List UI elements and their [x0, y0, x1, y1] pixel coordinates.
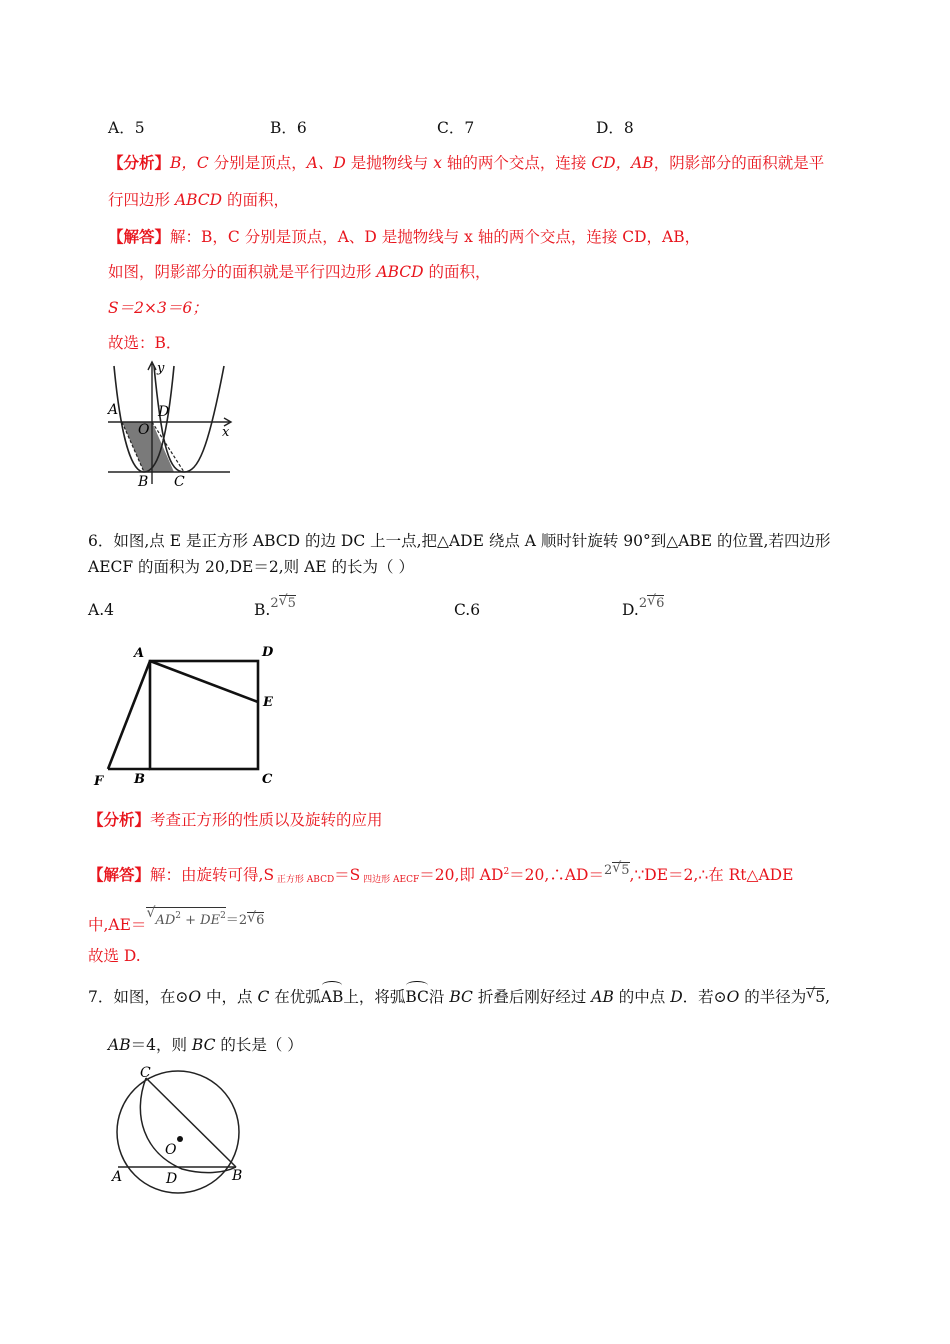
q6-solution-line-1: 【解答】解：由旋转可得,S $_{正方形 ABCD}$＝S $_{四边形 AECF}$＝20,即 $AD^2=20,\therefore AD=^2√$ 5,∵DE＝2,∴在 Rt△ADE [88, 862, 793, 890]
q5-option-d: D．8 [596, 119, 634, 137]
q6-solution-line-2: 中,AE＝√ $AD^2 + DE^{2=2}√$ 6 [88, 913, 264, 937]
arc-ab: AB [320, 988, 344, 1006]
label-B: B [134, 772, 145, 787]
label-C: C [140, 1065, 151, 1081]
q6-analysis: 【分析】考查正方形的性质以及旋转的应用 [88, 810, 383, 829]
q7-stem-line-1: 7．如图，在⊙O 中，点 C 在优弧AB上，将弧BC沿 BC 折叠后刚好经过 AB 的中点 D．若⊙O 的半径为√ 5, [88, 987, 830, 1007]
q5-option-a: A．5 [108, 119, 145, 137]
q7-stem-line-2: AB＝4，则 BC 的长是（ ） [108, 1036, 303, 1054]
label-O: O [138, 422, 150, 438]
label-C: C [174, 474, 185, 490]
q6-option-a: A.4 [88, 601, 114, 619]
label-x: x [222, 425, 230, 440]
segment-ae [150, 661, 258, 702]
label-y: y [157, 361, 165, 376]
label-D: D [262, 645, 274, 660]
center-dot [177, 1136, 183, 1142]
q6-option-b: B.$^2$√ 5 [254, 600, 296, 622]
q6-option-c: C.6 [454, 601, 481, 619]
label-A: A [112, 1169, 123, 1185]
circle-o [117, 1071, 239, 1193]
q7-circle-figure [104, 1065, 254, 1195]
q5-option-c: C．7 [437, 119, 475, 137]
label-O: O [165, 1142, 177, 1158]
label-D: D [166, 1171, 178, 1187]
q6-solution-line-3: 故选 D. [88, 947, 141, 965]
q6-option-d: D.$^2$√ 6 [622, 600, 664, 622]
label-C: C [262, 772, 273, 787]
label-A: A [108, 402, 119, 418]
q5-analysis-line-1: 【分析】B，C 分别是顶点，A、D 是抛物线与 x 轴的两个交点，连接 CD，AB，阴影部分的面积就是平 [108, 153, 825, 172]
q6-square-figure [88, 640, 288, 792]
folded-arc-bc [140, 1078, 236, 1173]
q5-solution-line-4: 故选：B． [108, 334, 182, 352]
square-abcd [150, 661, 258, 769]
arc-bc: BC [405, 988, 429, 1006]
q6-stem-line-2: AECF 的面积为 20,DE＝2,则 AE 的长为（ ） [88, 558, 414, 576]
label-B: B [232, 1168, 243, 1184]
label-B: B [138, 474, 149, 490]
segment-af [108, 661, 150, 769]
q5-option-b: B．6 [270, 119, 307, 137]
q5-solution-line-1: 【解答】解：B，C 分别是顶点，A、D 是抛物线与 x 轴的两个交点，连接 CD，AB， [108, 227, 701, 246]
q6-stem-line-1: 6．如图,点 E 是正方形 ABCD 的边 DC 上一点,把△ADE 绕点 A 顺时针旋转 90°到△ABE 的位置,若四边形 [88, 532, 831, 550]
label-F: F [94, 774, 104, 789]
analysis-tag: 【分析】 [108, 153, 171, 172]
q5-solution-line-2: 如图，阴影部分的面积就是平行四边形 ABCD 的面积， [108, 263, 491, 281]
label-D: D [158, 404, 170, 420]
solution-tag: 【解答】 [108, 227, 171, 246]
q5-solution-line-3: S＝2×3＝6； [108, 299, 208, 317]
q5-analysis-line-2: 行四边形 ABCD 的面积， [108, 191, 290, 209]
q5-parabola-figure [104, 360, 244, 490]
label-A: A [134, 646, 145, 661]
label-E: E [263, 695, 273, 710]
